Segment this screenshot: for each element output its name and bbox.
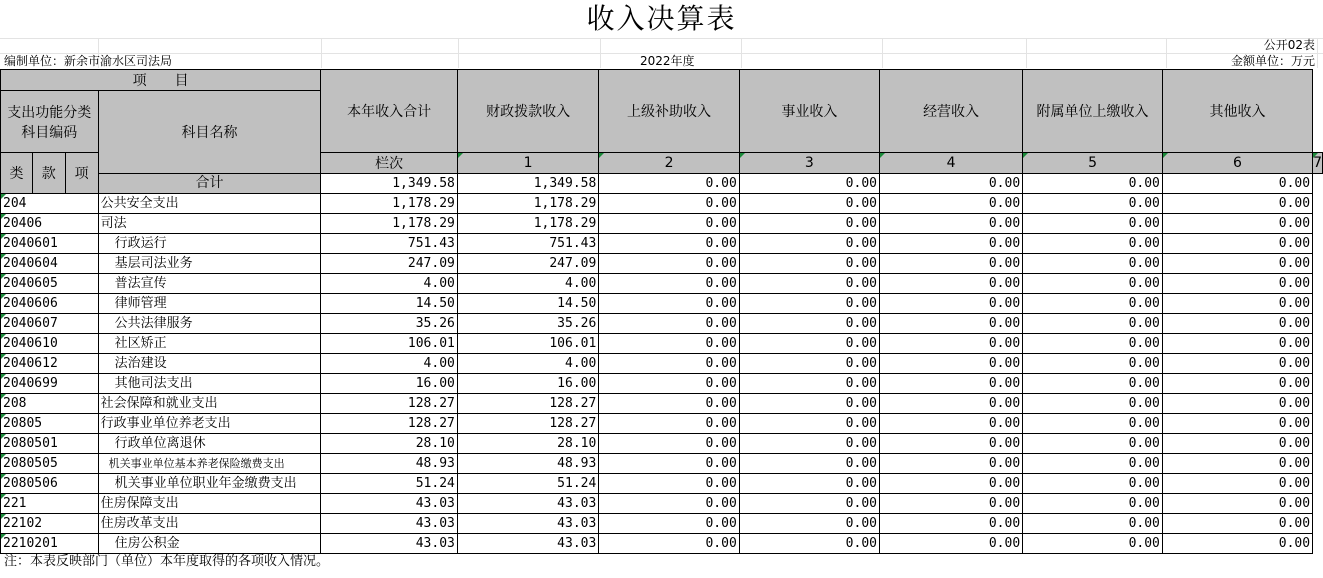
col-number-6 <box>1162 153 1312 174</box>
amount-cell: 0.00 <box>1162 434 1312 454</box>
subject-code-text: 2040610 <box>3 336 58 351</box>
cell-marker <box>1 234 6 239</box>
amount-cell: 35.26 <box>321 314 458 334</box>
subject-code-text: 2040604 <box>3 256 58 271</box>
cell-marker <box>599 153 604 158</box>
amount-cell: 0.00 <box>599 334 739 354</box>
subject-code <box>1 334 99 354</box>
amount-cell: 0.00 <box>1162 194 1312 214</box>
cell-marker <box>1 254 6 259</box>
cell-marker <box>458 153 463 158</box>
subject-name: 基层司法业务 <box>98 254 321 274</box>
col-header-total-income: 本年收入合计 <box>321 70 458 153</box>
amount-cell: 0.00 <box>599 514 739 534</box>
cell-marker <box>1 514 6 519</box>
amount-cell: 0.00 <box>1023 294 1163 314</box>
amount-cell: 28.10 <box>457 434 598 454</box>
table-row <box>1 234 1323 254</box>
amount-cell: 0.00 <box>599 294 739 314</box>
amount-cell: 0.00 <box>599 374 739 394</box>
grid-line <box>1317 38 1318 68</box>
table-row <box>1 414 1323 434</box>
cell-marker <box>1 354 6 359</box>
amount-cell: 0.00 <box>1023 314 1163 334</box>
cell-marker <box>1 194 6 199</box>
amount-cell: 4.00 <box>321 274 458 294</box>
amount-cell: 16.00 <box>457 374 598 394</box>
amount-cell: 0.00 <box>1023 194 1163 214</box>
amount-cell: 0.00 <box>599 234 739 254</box>
subject-name: 其他司法支出 <box>98 374 321 394</box>
amount-cell: 0.00 <box>1162 494 1312 514</box>
amount-cell: 0.00 <box>599 414 739 434</box>
amount-cell: 0.00 <box>1023 534 1163 554</box>
amount-cell: 1,178.29 <box>321 194 458 214</box>
amount-cell: 0.00 <box>879 254 1022 274</box>
amount-cell: 0.00 <box>599 254 739 274</box>
subject-code <box>1 534 99 554</box>
subject-code <box>1 474 99 494</box>
amount-cell: 4.00 <box>457 274 598 294</box>
amount-cell: 106.01 <box>321 334 458 354</box>
table-row <box>1 194 1323 214</box>
amount-cell: 0.00 <box>879 394 1022 414</box>
amount-cell: 128.27 <box>457 394 598 414</box>
amount-cell: 0.00 <box>599 454 739 474</box>
amount-cell: 0.00 <box>1023 414 1163 434</box>
amount-cell: 51.24 <box>321 474 458 494</box>
grid-line <box>0 38 1323 39</box>
amount-cell: 14.50 <box>321 294 458 314</box>
report-title: 收入决算表 <box>586 2 737 35</box>
total-label: 合计 <box>98 174 321 194</box>
amount-cell: 128.27 <box>457 414 598 434</box>
subject-code-text: 2080506 <box>3 476 58 491</box>
amount-cell: 0.00 <box>1023 354 1163 374</box>
subject-name-header: 科目名称 <box>98 91 321 174</box>
amount-cell: 0.00 <box>1162 374 1312 394</box>
subject-code <box>1 354 99 374</box>
table-row <box>1 354 1323 374</box>
amount-cell: 43.03 <box>321 534 458 554</box>
amount-cell: 0.00 <box>879 474 1022 494</box>
col-number-4 <box>879 153 1022 174</box>
total-value: 0.00 <box>599 174 739 194</box>
col-number-label: 2 <box>664 155 674 171</box>
cell-marker <box>1 474 6 479</box>
amount-cell: 0.00 <box>1162 414 1312 434</box>
amount-cell: 0.00 <box>739 334 879 354</box>
grid-line <box>1026 38 1027 68</box>
subject-name: 行政事业单位养老支出 <box>98 414 321 434</box>
amount-cell: 0.00 <box>1162 214 1312 234</box>
amount-cell: 0.00 <box>739 514 879 534</box>
grid-line <box>321 38 322 68</box>
amount-cell: 51.24 <box>457 474 598 494</box>
col-header-fiscal-appropriation: 财政拨款收入 <box>457 70 598 153</box>
grid-line <box>741 38 742 68</box>
amount-cell: 0.00 <box>599 274 739 294</box>
amount-cell: 0.00 <box>1162 254 1312 274</box>
amount-cell: 751.43 <box>457 234 598 254</box>
form-number: 公开02表 <box>1263 38 1315 52</box>
kuan-header: 款 <box>32 153 65 194</box>
amount-cell: 14.50 <box>457 294 598 314</box>
amount-cell: 0.00 <box>739 314 879 334</box>
amount-cell: 0.00 <box>599 534 739 554</box>
amount-cell: 751.43 <box>321 234 458 254</box>
amount-cell: 0.00 <box>879 374 1022 394</box>
cell-marker <box>1163 153 1168 158</box>
total-value: 0.00 <box>1023 174 1163 194</box>
subject-name: 法治建设 <box>98 354 321 374</box>
cell-marker <box>1 394 6 399</box>
amount-cell: 0.00 <box>739 434 879 454</box>
amount-cell: 0.00 <box>879 234 1022 254</box>
currency-unit: 金额单位：万元 <box>1230 54 1315 68</box>
amount-cell: 0.00 <box>879 334 1022 354</box>
amount-cell: 0.00 <box>739 234 879 254</box>
amount-cell: 0.00 <box>599 314 739 334</box>
subject-code <box>1 274 99 294</box>
cell-marker <box>1 534 6 539</box>
amount-cell: 0.00 <box>1162 474 1312 494</box>
subject-code-text: 2040612 <box>3 356 58 371</box>
subject-code <box>1 454 99 474</box>
total-value: 0.00 <box>1162 174 1312 194</box>
amount-cell: 43.03 <box>457 514 598 534</box>
compiling-unit: 编制单位：新余市渝水区司法局 <box>4 54 173 68</box>
subject-name: 普法宣传 <box>98 274 321 294</box>
col-number-1 <box>457 153 598 174</box>
subject-name: 住房改革支出 <box>98 514 321 534</box>
subject-name: 公共安全支出 <box>98 194 321 214</box>
amount-cell: 0.00 <box>879 514 1022 534</box>
cell-marker <box>1 274 6 279</box>
subject-code <box>1 294 99 314</box>
cell-marker <box>1 374 6 379</box>
cell-marker <box>880 153 885 158</box>
amount-cell: 0.00 <box>599 394 739 414</box>
amount-cell: 0.00 <box>1162 314 1312 334</box>
amount-cell: 106.01 <box>457 334 598 354</box>
income-table <box>0 69 1323 554</box>
col-header-subsidiary-remit: 附属单位上缴收入 <box>1023 70 1163 153</box>
subject-code-text: 204 <box>3 196 27 211</box>
cell-marker <box>1 434 6 439</box>
col-number-label: 5 <box>1088 155 1097 171</box>
subject-code-text: 2040607 <box>3 316 58 331</box>
subject-name: 社会保障和就业支出 <box>98 394 321 414</box>
subject-code-text: 221 <box>3 496 27 511</box>
amount-cell: 0.00 <box>1162 274 1312 294</box>
amount-cell: 0.00 <box>1023 334 1163 354</box>
amount-cell: 0.00 <box>599 474 739 494</box>
cell-marker <box>740 153 745 158</box>
col-number-label: 7 <box>1313 155 1322 171</box>
table-row <box>1 454 1323 474</box>
grid-line <box>600 38 601 68</box>
amount-cell: 4.00 <box>321 354 458 374</box>
subject-code-text: 2210201 <box>3 536 58 551</box>
amount-cell: 128.27 <box>321 414 458 434</box>
table-row <box>1 334 1323 354</box>
amount-cell: 0.00 <box>1023 234 1163 254</box>
subject-code <box>1 514 99 534</box>
col-number-label: 3 <box>804 155 814 171</box>
amount-cell: 0.00 <box>739 294 879 314</box>
amount-cell: 1,178.29 <box>321 214 458 234</box>
amount-cell: 0.00 <box>879 214 1022 234</box>
table-row <box>1 374 1323 394</box>
amount-cell: 0.00 <box>1162 394 1312 414</box>
subject-code-text: 2080501 <box>3 436 58 451</box>
amount-cell: 247.09 <box>321 254 458 274</box>
total-value: 1,349.58 <box>457 174 598 194</box>
amount-cell: 0.00 <box>1023 374 1163 394</box>
subject-code <box>1 374 99 394</box>
subject-code-text: 2040601 <box>3 236 58 251</box>
amount-cell: 0.00 <box>599 354 739 374</box>
col-number-label: 1 <box>523 155 533 171</box>
subject-name: 行政单位离退休 <box>98 434 321 454</box>
subject-code-text: 2040699 <box>3 376 58 391</box>
cell-marker <box>1 454 6 459</box>
grid-line <box>1166 38 1167 68</box>
table-row <box>1 494 1323 514</box>
amount-cell: 0.00 <box>1162 234 1312 254</box>
subject-code <box>1 494 99 514</box>
table-row <box>1 434 1323 454</box>
total-value: 0.00 <box>739 174 879 194</box>
lanci-header: 栏次 <box>321 153 458 174</box>
subject-code-text: 22102 <box>3 516 43 531</box>
subject-name: 行政运行 <box>98 234 321 254</box>
table-row <box>1 474 1323 494</box>
xiang-header: 项 <box>65 153 98 194</box>
amount-cell: 0.00 <box>739 534 879 554</box>
subject-code-text: 20406 <box>3 216 43 231</box>
amount-cell: 0.00 <box>1023 394 1163 414</box>
amount-cell: 0.00 <box>879 434 1022 454</box>
subject-name: 住房保障支出 <box>98 494 321 514</box>
subject-code <box>1 234 99 254</box>
amount-cell: 0.00 <box>1162 354 1312 374</box>
subject-code <box>1 434 99 454</box>
amount-cell: 0.00 <box>1023 274 1163 294</box>
col-number-5 <box>1023 153 1163 174</box>
item-group-header: 项 目 <box>1 70 321 91</box>
amount-cell: 43.03 <box>321 494 458 514</box>
amount-cell: 0.00 <box>599 214 739 234</box>
cell-marker <box>1313 153 1318 158</box>
table-row <box>1 394 1323 414</box>
amount-cell: 0.00 <box>1162 534 1312 554</box>
subject-code <box>1 214 99 234</box>
table-row <box>1 534 1323 554</box>
amount-cell: 0.00 <box>739 474 879 494</box>
amount-cell: 0.00 <box>739 454 879 474</box>
amount-cell: 0.00 <box>1023 454 1163 474</box>
col-number-3 <box>739 153 879 174</box>
amount-cell: 0.00 <box>739 494 879 514</box>
amount-cell: 0.00 <box>1023 214 1163 234</box>
cell-marker <box>1 294 6 299</box>
amount-cell: 1,178.29 <box>457 214 598 234</box>
subject-code-text: 20805 <box>3 416 43 431</box>
amount-cell: 28.10 <box>321 434 458 454</box>
table-row <box>1 314 1323 334</box>
amount-cell: 0.00 <box>599 194 739 214</box>
col-header-operating-income: 经营收入 <box>879 70 1022 153</box>
amount-cell: 0.00 <box>1162 454 1312 474</box>
amount-cell: 0.00 <box>879 294 1022 314</box>
subject-name: 司法 <box>98 214 321 234</box>
cell-marker <box>1023 153 1028 158</box>
amount-cell: 0.00 <box>739 354 879 374</box>
subject-name: 机关事业单位职业年金缴费支出 <box>98 474 321 494</box>
amount-cell: 0.00 <box>1023 494 1163 514</box>
report-year: 2022年度 <box>640 54 695 68</box>
amount-cell: 0.00 <box>599 494 739 514</box>
col-header-superior-subsidy: 上级补助收入 <box>599 70 739 153</box>
amount-cell: 0.00 <box>1023 254 1163 274</box>
amount-cell: 0.00 <box>1023 514 1163 534</box>
subject-name: 公共法律服务 <box>98 314 321 334</box>
amount-cell: 0.00 <box>1162 294 1312 314</box>
grid-line <box>882 38 883 68</box>
amount-cell: 0.00 <box>879 534 1022 554</box>
amount-cell: 0.00 <box>739 194 879 214</box>
subject-code <box>1 414 99 434</box>
subject-name: 律师管理 <box>98 294 321 314</box>
total-value: 0.00 <box>879 174 1022 194</box>
col-number-label: 4 <box>946 155 956 171</box>
amount-cell: 1,178.29 <box>457 194 598 214</box>
table-row <box>1 514 1323 534</box>
amount-cell: 0.00 <box>739 214 879 234</box>
amount-cell: 0.00 <box>739 374 879 394</box>
table-row <box>1 274 1323 294</box>
amount-cell: 0.00 <box>879 194 1022 214</box>
amount-cell: 0.00 <box>739 254 879 274</box>
amount-cell: 48.93 <box>321 454 458 474</box>
grid-line <box>458 38 459 68</box>
amount-cell: 0.00 <box>879 354 1022 374</box>
amount-cell: 0.00 <box>1023 474 1163 494</box>
amount-cell: 128.27 <box>321 394 458 414</box>
amount-cell: 247.09 <box>457 254 598 274</box>
subject-name: 住房公积金 <box>98 534 321 554</box>
table-row <box>1 294 1323 314</box>
subject-code <box>1 254 99 274</box>
amount-cell: 0.00 <box>739 414 879 434</box>
amount-cell: 0.00 <box>599 434 739 454</box>
cell-marker <box>1 414 6 419</box>
subject-code <box>1 394 99 414</box>
col-header-business-income: 事业收入 <box>739 70 879 153</box>
table-row <box>1 214 1323 234</box>
col-number-7 <box>1313 153 1323 174</box>
subject-code-text: 2080505 <box>3 456 58 471</box>
amount-cell: 43.03 <box>321 514 458 534</box>
subject-code-text: 208 <box>3 396 27 411</box>
cell-marker <box>1 494 6 499</box>
amount-cell: 0.00 <box>1162 334 1312 354</box>
subject-code-text: 2040605 <box>3 276 58 291</box>
subject-name: 社区矫正 <box>98 334 321 354</box>
table-row <box>1 254 1323 274</box>
subject-code-text: 2040606 <box>3 296 58 311</box>
col-number-label: 6 <box>1233 155 1242 171</box>
amount-cell: 0.00 <box>739 394 879 414</box>
amount-cell: 0.00 <box>879 494 1022 514</box>
amount-cell: 16.00 <box>321 374 458 394</box>
subject-name: 机关事业单位基本养老保险缴费支出 <box>98 454 321 474</box>
amount-cell: 0.00 <box>879 314 1022 334</box>
amount-cell: 0.00 <box>1023 434 1163 454</box>
amount-cell: 0.00 <box>739 274 879 294</box>
amount-cell: 0.00 <box>879 414 1022 434</box>
subject-code <box>1 194 99 214</box>
cell-marker <box>1 314 6 319</box>
amount-cell: 43.03 <box>457 494 598 514</box>
amount-cell: 0.00 <box>879 454 1022 474</box>
cell-marker <box>1 334 6 339</box>
amount-cell: 0.00 <box>879 274 1022 294</box>
col-number-2 <box>599 153 739 174</box>
amount-cell: 4.00 <box>457 354 598 374</box>
amount-cell: 0.00 <box>1162 514 1312 534</box>
col-header-other-income: 其他收入 <box>1162 70 1312 153</box>
amount-cell: 35.26 <box>457 314 598 334</box>
footnote: 注：本表反映部门（单位）本年度取得的各项收入情况。 <box>4 554 330 569</box>
lei-header: 类 <box>1 153 33 194</box>
cell-marker <box>1 214 6 219</box>
amount-cell: 43.03 <box>457 534 598 554</box>
subject-code <box>1 314 99 334</box>
amount-cell: 48.93 <box>457 454 598 474</box>
total-value: 1,349.58 <box>321 174 458 194</box>
func-code-header: 支出功能分类科目编码 <box>1 91 99 153</box>
